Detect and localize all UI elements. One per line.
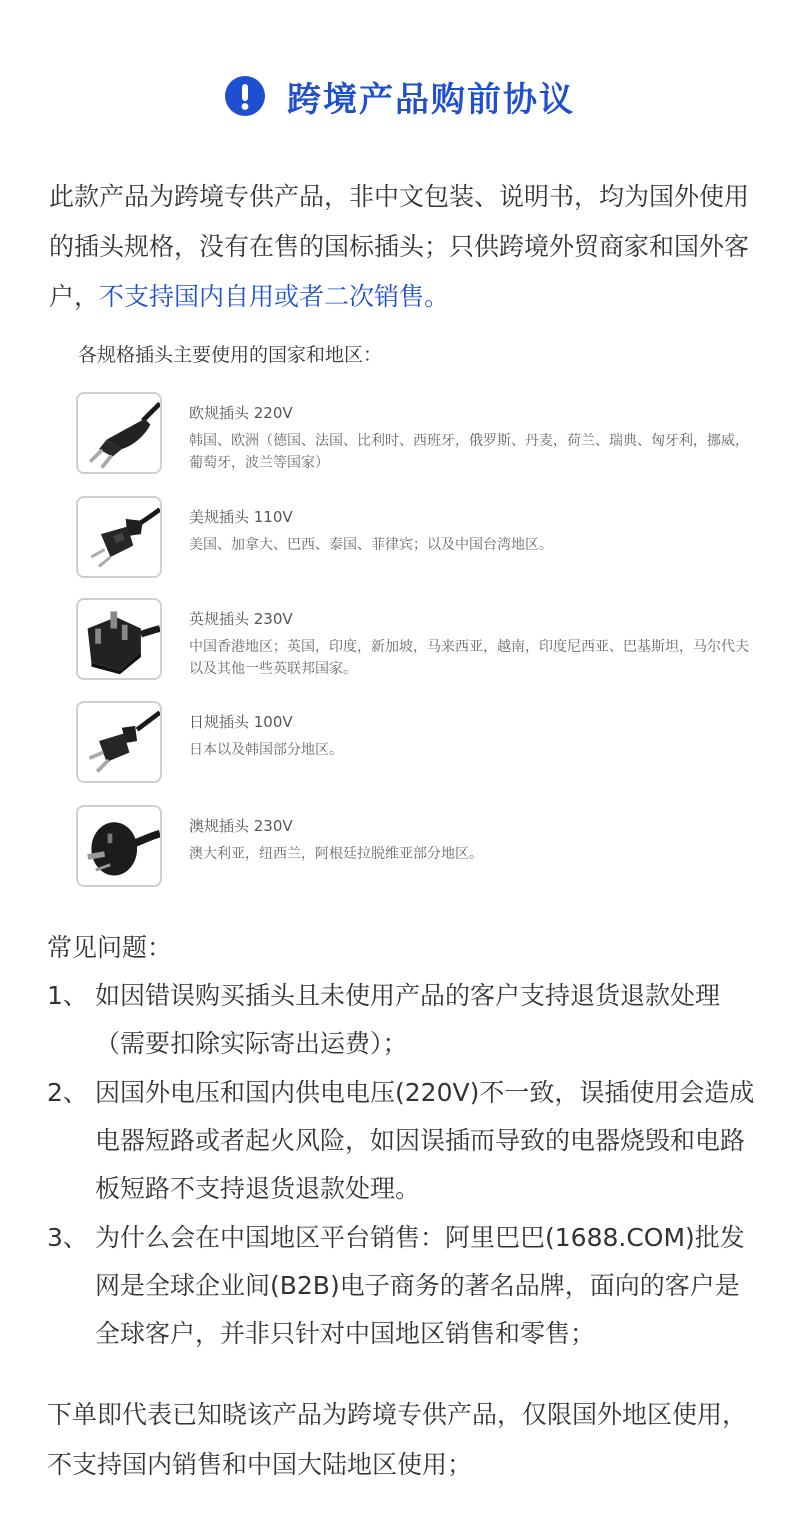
plug-title: 欧规插头 220V — [189, 404, 293, 422]
faq-number: 3、 — [47, 1223, 88, 1252]
eu-plug-icon — [76, 392, 162, 474]
us-plug-icon — [76, 496, 162, 578]
plug-description: 韩国、欧洲（德国、法国、比利时、西班牙，俄罗斯、丹麦，荷兰、瑞典、匈牙利，挪威，葡萄牙，波兰等国家） — [189, 433, 749, 471]
closing-statement: 下单即代表已知晓该产品为跨境专供产品，仅限国外地区使用，不支持国内销售和中国大陆地区使用； — [47, 1400, 748, 1479]
au-plug-icon — [76, 805, 162, 887]
plug-title: 日规插头 100V — [189, 713, 293, 731]
faq-text: 因国外电压和国内供电电压(220V)不一致，误插使用会造成电器短路或者起火风险，如因误插而导致的电器烧毁和电路板短路不支持退货退款处理。 — [95, 1078, 755, 1203]
faq-item — [47, 1069, 759, 1213]
plug-description: 日本以及韩国部分地区。 — [189, 742, 343, 758]
regions-label: 各规格插头主要使用的国家和地区： — [78, 344, 383, 366]
plug-title: 英规插头 230V — [189, 610, 293, 628]
faq-number: 2、 — [47, 1078, 88, 1107]
plug-description: 美国、加拿大、巴西、泰国、菲律宾；以及中国台湾地区。 — [189, 537, 553, 553]
faq-item — [47, 972, 759, 1068]
page-header — [0, 70, 800, 122]
exclamation-circle-icon — [225, 76, 265, 116]
plug-title: 美规插头 110V — [189, 508, 293, 526]
faq-heading: 常见问题： — [47, 933, 173, 962]
faq-text: 为什么会在中国地区平台销售：阿里巴巴(1688.COM)批发网是全球企业间(B2B)电子商务的著名品牌，面向的客户是全球客户，并非只针对中国地区销售和零售； — [95, 1223, 745, 1348]
page-title: 跨境产品购前协议 — [287, 79, 575, 120]
plug-item-us — [76, 496, 756, 580]
plug-item-eu — [76, 392, 756, 476]
faq-item — [47, 1214, 759, 1358]
plug-item-au — [76, 805, 756, 889]
faq-list — [47, 972, 759, 1359]
jp-plug-icon — [76, 701, 162, 783]
intro-text: 此款产品为跨境专供产品，非中文包装、说明书，均为国外使用的插头规格，没有在售的国标插头；只供跨境外贸商家和国外客户， — [49, 182, 750, 311]
faq-number: 1、 — [47, 981, 88, 1010]
intro-highlight-text: 不支持国内自用或者二次销售。 — [99, 282, 450, 311]
plug-description: 澳大利亚，纽西兰，阿根廷拉脱维亚部分地区。 — [189, 846, 483, 862]
uk-plug-icon — [76, 598, 162, 680]
faq-text: 如因错误购买插头且未使用产品的客户支持退货退款处理（需要扣除实际寄出运费）； — [95, 981, 721, 1058]
plug-item-jp — [76, 701, 756, 785]
plug-description: 中国香港地区；英国，印度，新加坡，马来西亚，越南，印度尼西亚、巴基斯坦，马尔代夫以及其他一些英联邦国家。 — [189, 639, 749, 677]
plug-item-uk — [76, 598, 756, 682]
intro-paragraph — [49, 172, 759, 322]
plug-title: 澳规插头 230V — [189, 817, 293, 835]
